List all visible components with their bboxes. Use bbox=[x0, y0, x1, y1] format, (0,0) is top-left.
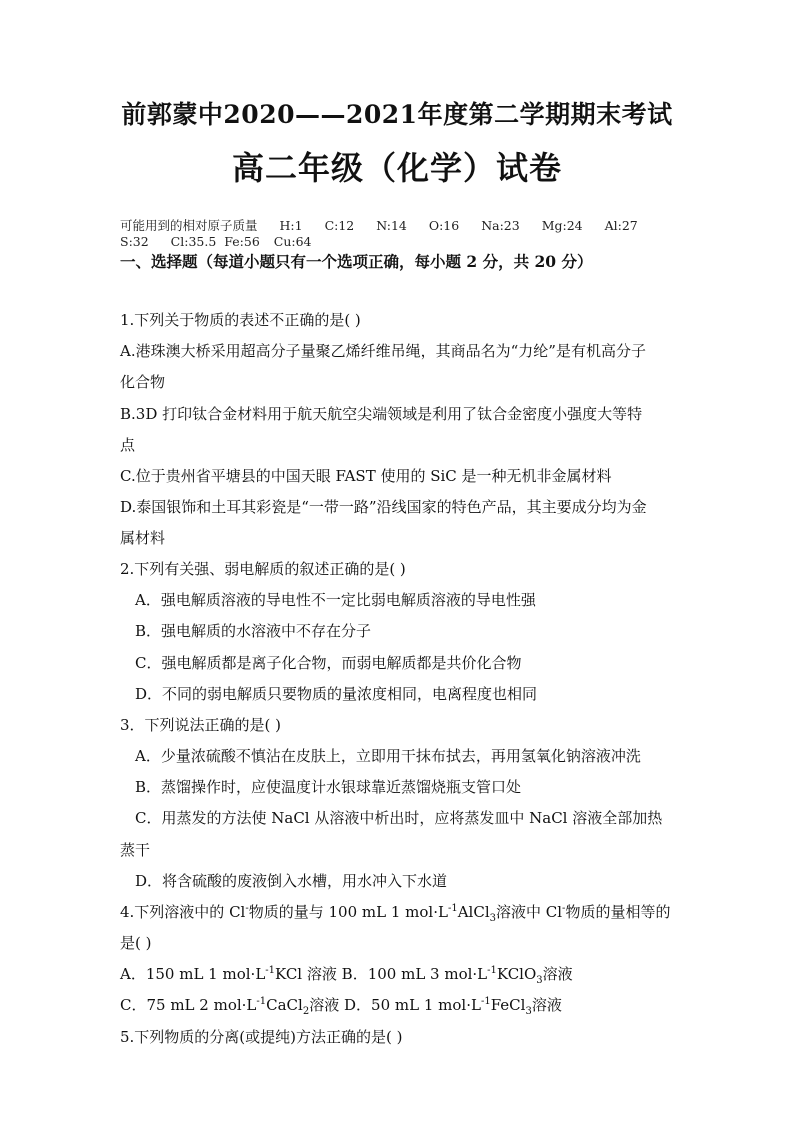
q1-option-c: C.位于贵州省平塘县的中国天眼 FAST 使用的 SiC 是一种无机非金属材料 bbox=[120, 467, 612, 485]
q1-option-a-cont: 化合物 bbox=[120, 373, 166, 391]
q3-option-a: A．少量浓硫酸不慎沾在皮肤上，立即用干抹布拭去，再用氢氧化钠溶液冲洗 bbox=[135, 747, 641, 765]
atomic-mass-item: H:1 bbox=[279, 218, 303, 233]
q4-options-cd: C．75 mL 2 $mol\cdot L^{-1}CaCl_2$溶液 D．50 mL 1 $mol\cdot L^{-1}FeCl_3$溶液 bbox=[120, 996, 562, 1017]
atomic-mass-item: O:16 bbox=[428, 218, 460, 233]
atomic-mass-item: Na:23 bbox=[481, 218, 520, 233]
q2-option-b: B．强电解质的水溶液中不存在分子 bbox=[135, 622, 372, 640]
question-3-stem: 3．下列说法正确的是( ) bbox=[120, 716, 282, 734]
q3-option-d: D．将含硫酸的废液倒入水槽，用水冲入下水道 bbox=[135, 872, 448, 890]
q4-options-ab: A．150 mL 1 $mol\cdot L^{-1}KCl$ 溶液 B．100 mL 3 $mol\cdot L^{-1}KClO_3$溶液 bbox=[120, 965, 573, 986]
atomic-mass-item: S:32 bbox=[120, 234, 149, 249]
question-4-stem-cont: 是( ) bbox=[120, 934, 152, 952]
q1-option-a: A.港珠澳大桥采用超高分子量聚乙烯纤维吊绳，其商品名为“力纶”是有机高分子 bbox=[120, 342, 646, 360]
q3-option-c: C．用蒸发的方法使 NaCl 从溶液中析出时，应将蒸发皿中 NaCl 溶液全部加热 bbox=[135, 809, 663, 827]
atomic-mass-item: Al:27 bbox=[604, 218, 638, 233]
q2-option-c: C．强电解质都是离子化合物，而弱电解质都是共价化合物 bbox=[135, 654, 522, 672]
exam-title: 前郭蒙中2020——2021年度第二学期期末考试 bbox=[121, 100, 673, 129]
atomic-mass-note bbox=[120, 218, 690, 250]
atomic-mass-item: Mg:24 bbox=[541, 218, 583, 233]
q2-option-d: D．不同的弱电解质只要物质的量浓度相同，电离程度也相同 bbox=[135, 685, 538, 703]
question-1-stem: 1.下列关于物质的表述不正确的是( ) bbox=[120, 311, 361, 329]
atomic-mass-item: Cu:64 bbox=[273, 234, 312, 249]
atomic-mass-item: Cl:35.5 bbox=[170, 234, 217, 249]
q1-option-b-cont: 点 bbox=[120, 436, 136, 454]
q1-option-d: D.泰国银饰和土耳其彩瓷是“一带一路”沿线国家的特色产品，其主要成分均为金 bbox=[120, 498, 647, 516]
q3-option-c-cont: 蒸干 bbox=[120, 841, 151, 859]
question-5-stem: 5.下列物质的分离(或提纯)方法正确的是( ) bbox=[120, 1028, 403, 1046]
exam-subtitle: 高二年级（化学）试卷 bbox=[231, 149, 562, 187]
atomic-mass-item: N:14 bbox=[376, 218, 407, 233]
question-2-stem: 2.下列有关强、弱电解质的叙述正确的是( ) bbox=[120, 560, 406, 578]
atomic-mass-item: C:12 bbox=[324, 218, 355, 233]
atomic-mass-item: Fe:56 bbox=[224, 234, 260, 249]
question-4-stem: 4.下列溶液中的 Cl-物质的量与 100 mL 1 $mol\cdot L^{-1}AlCl_3$溶液中 Cl-物质的量相等的 bbox=[120, 903, 671, 924]
q1-option-b: B.3D 打印钛合金材料用于航天航空尖端领域是利用了钛合金密度小强度大等特 bbox=[120, 405, 643, 423]
q1-option-d-cont: 属材料 bbox=[120, 529, 166, 547]
atomic-mass-label: 可能用到的相对原子质量 bbox=[120, 218, 258, 233]
q3-option-b: B．蒸馏操作时，应使温度计水银球靠近蒸馏烧瓶支管口处 bbox=[135, 778, 522, 796]
q2-option-a: A．强电解质溶液的导电性不一定比弱电解质溶液的导电性强 bbox=[135, 591, 536, 609]
section-heading: 一、选择题（每道小题只有一个选项正确，每小题 2 分，共 20 分） bbox=[120, 252, 593, 271]
